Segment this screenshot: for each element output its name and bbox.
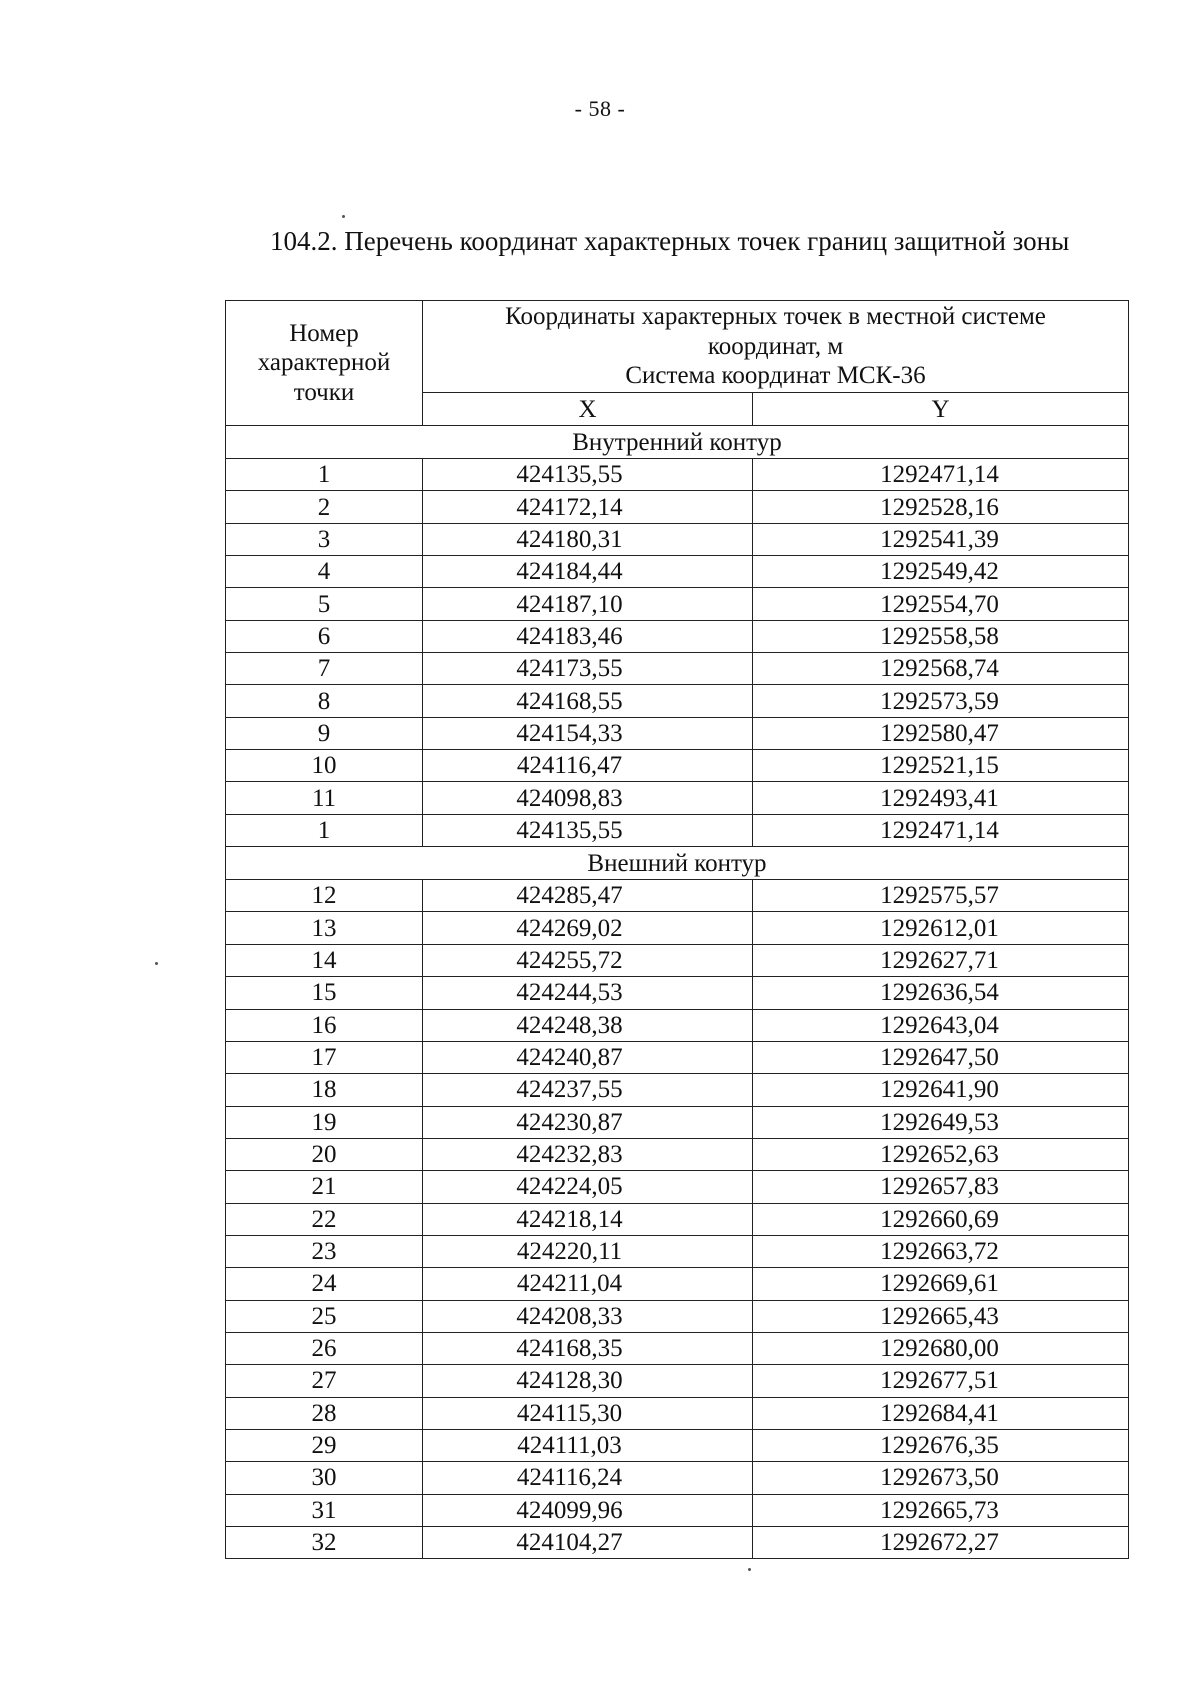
scan-speck bbox=[748, 1568, 751, 1571]
x-coordinate-cell: 424230,87 bbox=[423, 1106, 753, 1138]
y-coordinate-cell: 1292575,57 bbox=[753, 880, 1129, 912]
point-number-cell: 22 bbox=[226, 1203, 423, 1235]
x-coordinate-cell: 424111,03 bbox=[423, 1429, 753, 1461]
point-number-cell: 29 bbox=[226, 1429, 423, 1461]
point-number-cell: 26 bbox=[226, 1332, 423, 1364]
y-coordinate-cell: 1292558,58 bbox=[753, 620, 1129, 652]
table-row bbox=[226, 556, 1129, 588]
y-coordinate-cell: 1292471,14 bbox=[753, 814, 1129, 846]
point-number-cell: 14 bbox=[226, 944, 423, 976]
point-number-cell: 30 bbox=[226, 1462, 423, 1494]
y-coordinate-cell: 1292669,61 bbox=[753, 1268, 1129, 1300]
point-number-cell: 8 bbox=[226, 685, 423, 717]
y-coordinate-cell: 1292673,50 bbox=[753, 1462, 1129, 1494]
table-row bbox=[226, 1494, 1129, 1526]
table-row bbox=[226, 620, 1129, 652]
header-coordinates-line3: Система координат МСК-36 bbox=[625, 362, 926, 390]
table-row bbox=[226, 1527, 1129, 1559]
x-coordinate-cell: 424099,96 bbox=[423, 1494, 753, 1526]
table-header bbox=[226, 301, 1129, 426]
y-coordinate-cell: 1292493,41 bbox=[753, 782, 1129, 814]
y-coordinate-cell: 1292665,73 bbox=[753, 1494, 1129, 1526]
table-row bbox=[226, 1268, 1129, 1300]
x-coordinate-cell: 424168,55 bbox=[423, 685, 753, 717]
point-number-cell: 7 bbox=[226, 653, 423, 685]
x-coordinate-cell: 424224,05 bbox=[423, 1171, 753, 1203]
header-x: X bbox=[423, 393, 753, 426]
x-coordinate-cell: 424218,14 bbox=[423, 1203, 753, 1235]
x-coordinate-cell: 424285,47 bbox=[423, 880, 753, 912]
point-number-cell: 28 bbox=[226, 1397, 423, 1429]
y-coordinate-cell: 1292554,70 bbox=[753, 588, 1129, 620]
x-coordinate-cell: 424232,83 bbox=[423, 1138, 753, 1170]
x-coordinate-cell: 424116,47 bbox=[423, 750, 753, 782]
x-coordinate-cell: 424211,04 bbox=[423, 1268, 753, 1300]
table-row bbox=[226, 750, 1129, 782]
table-row bbox=[226, 1332, 1129, 1364]
x-coordinate-cell: 424208,33 bbox=[423, 1300, 753, 1332]
table-row bbox=[226, 814, 1129, 846]
table-row bbox=[226, 912, 1129, 944]
table-row bbox=[226, 1171, 1129, 1203]
table-row bbox=[226, 491, 1129, 523]
y-coordinate-cell: 1292471,14 bbox=[753, 459, 1129, 491]
section-title: Внешний контур bbox=[226, 847, 1129, 880]
x-coordinate-cell: 424248,38 bbox=[423, 1009, 753, 1041]
x-coordinate-cell: 424183,46 bbox=[423, 620, 753, 652]
table-row bbox=[226, 1041, 1129, 1073]
scan-speck bbox=[342, 215, 345, 218]
point-number-cell: 11 bbox=[226, 782, 423, 814]
table-row bbox=[226, 977, 1129, 1009]
point-number-cell: 23 bbox=[226, 1235, 423, 1267]
x-coordinate-cell: 424180,31 bbox=[423, 523, 753, 555]
point-number-cell: 20 bbox=[226, 1138, 423, 1170]
table-row bbox=[226, 523, 1129, 555]
x-coordinate-cell: 424135,55 bbox=[423, 459, 753, 491]
point-number-cell: 24 bbox=[226, 1268, 423, 1300]
y-coordinate-cell: 1292627,71 bbox=[753, 944, 1129, 976]
point-number-cell: 5 bbox=[226, 588, 423, 620]
table-row bbox=[226, 588, 1129, 620]
y-coordinate-cell: 1292660,69 bbox=[753, 1203, 1129, 1235]
point-number-cell: 17 bbox=[226, 1041, 423, 1073]
y-coordinate-cell: 1292680,00 bbox=[753, 1332, 1129, 1364]
point-number-cell: 1 bbox=[226, 814, 423, 846]
y-coordinate-cell: 1292612,01 bbox=[753, 912, 1129, 944]
x-coordinate-cell: 424135,55 bbox=[423, 814, 753, 846]
table-row bbox=[226, 1009, 1129, 1041]
point-number-cell: 27 bbox=[226, 1365, 423, 1397]
y-coordinate-cell: 1292641,90 bbox=[753, 1074, 1129, 1106]
x-coordinate-cell: 424240,87 bbox=[423, 1041, 753, 1073]
table-body bbox=[226, 426, 1129, 1559]
table-row bbox=[226, 1462, 1129, 1494]
section-header-row bbox=[226, 426, 1129, 459]
point-number-cell: 16 bbox=[226, 1009, 423, 1041]
y-coordinate-cell: 1292568,74 bbox=[753, 653, 1129, 685]
x-coordinate-cell: 424173,55 bbox=[423, 653, 753, 685]
y-coordinate-cell: 1292643,04 bbox=[753, 1009, 1129, 1041]
x-coordinate-cell: 424187,10 bbox=[423, 588, 753, 620]
document-title: 104.2. Перечень координат характерных точек границ защитной зоны bbox=[270, 226, 1070, 256]
x-coordinate-cell: 424244,53 bbox=[423, 977, 753, 1009]
page-number: - 58 - bbox=[574, 96, 626, 121]
table-row bbox=[226, 653, 1129, 685]
y-coordinate-cell: 1292573,59 bbox=[753, 685, 1129, 717]
header-coordinates bbox=[423, 301, 1129, 393]
point-number-cell: 1 bbox=[226, 459, 423, 491]
y-coordinate-cell: 1292528,16 bbox=[753, 491, 1129, 523]
x-coordinate-cell: 424116,24 bbox=[423, 1462, 753, 1494]
table-row bbox=[226, 944, 1129, 976]
y-coordinate-cell: 1292657,83 bbox=[753, 1171, 1129, 1203]
table-row bbox=[226, 880, 1129, 912]
table-row bbox=[226, 1106, 1129, 1138]
table-row bbox=[226, 1365, 1129, 1397]
y-coordinate-cell: 1292677,51 bbox=[753, 1365, 1129, 1397]
point-number-cell: 6 bbox=[226, 620, 423, 652]
y-coordinate-cell: 1292649,53 bbox=[753, 1106, 1129, 1138]
y-coordinate-cell: 1292636,54 bbox=[753, 977, 1129, 1009]
point-number-cell: 2 bbox=[226, 491, 423, 523]
point-number-cell: 18 bbox=[226, 1074, 423, 1106]
x-coordinate-cell: 424269,02 bbox=[423, 912, 753, 944]
section-header-row bbox=[226, 847, 1129, 880]
point-number-cell: 9 bbox=[226, 717, 423, 749]
header-y: Y bbox=[753, 393, 1129, 426]
point-number-cell: 19 bbox=[226, 1106, 423, 1138]
point-number-cell: 21 bbox=[226, 1171, 423, 1203]
table-row bbox=[226, 782, 1129, 814]
table-row bbox=[226, 1429, 1129, 1461]
table-row bbox=[226, 1138, 1129, 1170]
y-coordinate-cell: 1292663,72 bbox=[753, 1235, 1129, 1267]
y-coordinate-cell: 1292676,35 bbox=[753, 1429, 1129, 1461]
y-coordinate-cell: 1292549,42 bbox=[753, 556, 1129, 588]
point-number-cell: 4 bbox=[226, 556, 423, 588]
x-coordinate-cell: 424237,55 bbox=[423, 1074, 753, 1106]
x-coordinate-cell: 424115,30 bbox=[423, 1397, 753, 1429]
table-row bbox=[226, 1235, 1129, 1267]
point-number-cell: 13 bbox=[226, 912, 423, 944]
x-coordinate-cell: 424098,83 bbox=[423, 782, 753, 814]
header-coordinates-line1: Координаты характерных точек в местной системе bbox=[505, 303, 1046, 331]
y-coordinate-cell: 1292580,47 bbox=[753, 717, 1129, 749]
table-row bbox=[226, 1397, 1129, 1429]
table-row bbox=[226, 685, 1129, 717]
point-number-cell: 25 bbox=[226, 1300, 423, 1332]
y-coordinate-cell: 1292647,50 bbox=[753, 1041, 1129, 1073]
point-number-cell: 31 bbox=[226, 1494, 423, 1526]
point-number-cell: 12 bbox=[226, 880, 423, 912]
x-coordinate-cell: 424172,14 bbox=[423, 491, 753, 523]
y-coordinate-cell: 1292672,27 bbox=[753, 1527, 1129, 1559]
y-coordinate-cell: 1292684,41 bbox=[753, 1397, 1129, 1429]
x-coordinate-cell: 424104,27 bbox=[423, 1527, 753, 1559]
point-number-cell: 3 bbox=[226, 523, 423, 555]
x-coordinate-cell: 424168,35 bbox=[423, 1332, 753, 1364]
table-row bbox=[226, 1203, 1129, 1235]
y-coordinate-cell: 1292541,39 bbox=[753, 523, 1129, 555]
x-coordinate-cell: 424255,72 bbox=[423, 944, 753, 976]
table-row bbox=[226, 459, 1129, 491]
table-row bbox=[226, 1300, 1129, 1332]
y-coordinate-cell: 1292521,15 bbox=[753, 750, 1129, 782]
point-number-cell: 15 bbox=[226, 977, 423, 1009]
y-coordinate-cell: 1292652,63 bbox=[753, 1138, 1129, 1170]
point-number-cell: 10 bbox=[226, 750, 423, 782]
scan-speck bbox=[155, 962, 158, 965]
table-row bbox=[226, 717, 1129, 749]
x-coordinate-cell: 424184,44 bbox=[423, 556, 753, 588]
y-coordinate-cell: 1292665,43 bbox=[753, 1300, 1129, 1332]
x-coordinate-cell: 424128,30 bbox=[423, 1365, 753, 1397]
x-coordinate-cell: 424220,11 bbox=[423, 1235, 753, 1267]
table-row bbox=[226, 1074, 1129, 1106]
x-coordinate-cell: 424154,33 bbox=[423, 717, 753, 749]
header-point-number: Номер характерной точки bbox=[226, 301, 423, 426]
point-number-cell: 32 bbox=[226, 1527, 423, 1559]
section-title: Внутренний контур bbox=[226, 426, 1129, 459]
header-coordinates-line2: координат, м bbox=[707, 332, 844, 360]
coordinates-table bbox=[225, 300, 1129, 1559]
